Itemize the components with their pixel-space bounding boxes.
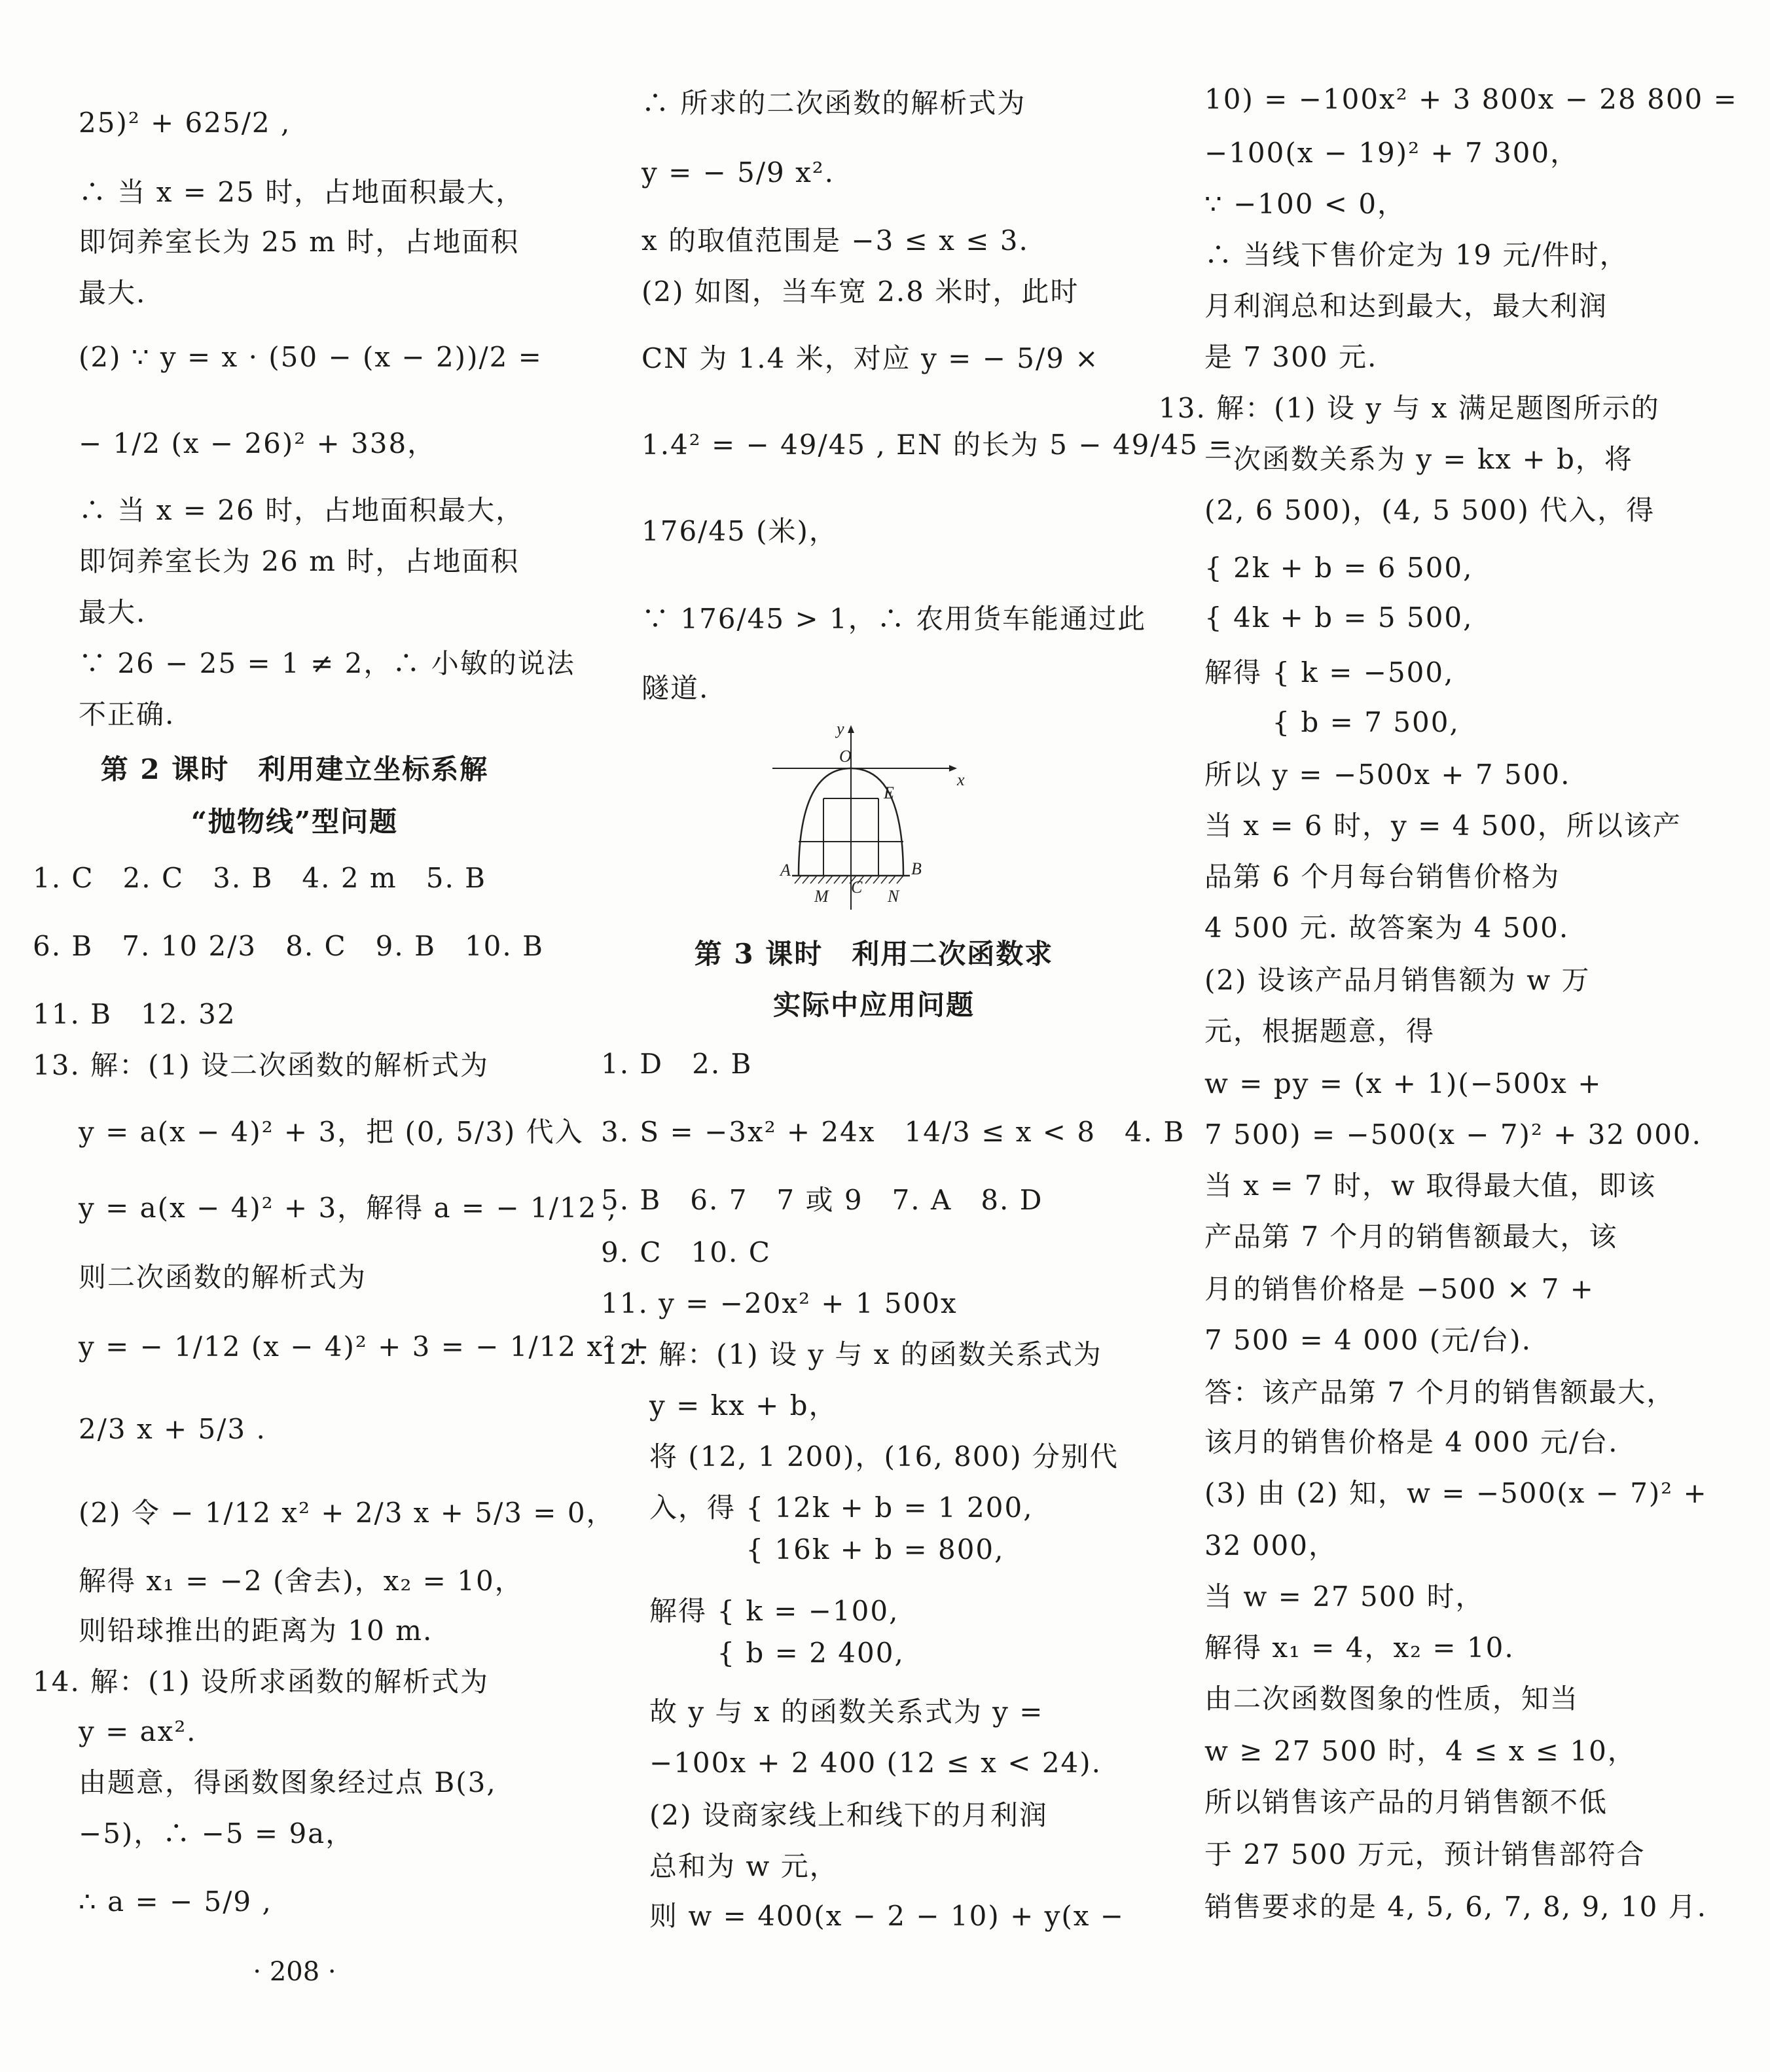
solution-line: 将 (12, 1 200)，(16, 800) 分别代 [649,1440,1119,1473]
solution-line: 14. 解：(1) 设所求函数的解析式为 [33,1666,489,1698]
solution-line: 由二次函数图象的性质，知当 [1204,1683,1580,1715]
solution-line: 销售要求的是 4, 5, 6, 7, 8, 9, 10 月. [1204,1891,1708,1923]
ground-hatching [795,876,903,884]
solution-line: −5)，∴ −5 = 9a， [79,1817,355,1849]
solution-line: (3) 由 (2) 知，w = −500(x − 7)² + [1204,1477,1708,1509]
text-line: 隧道. [641,672,710,704]
text-line: 不正确. [79,698,175,730]
solution-line: (2, 6 500)，(4, 5 500) 代入，得 [1204,494,1655,526]
text-line: −100(x − 19)² + 7 300， [1204,137,1580,169]
text-line: ∴ 当线下售价定为 19 元/件时， [1204,239,1629,271]
solution-line: y = kx + b， [649,1389,838,1421]
text-line: 1.4² = − 49/45 , EN 的长为 5 − 49/45 = [641,429,1233,461]
solution-line: 2/3 x + 5/3 . [79,1413,266,1445]
section-heading: 第 2 课时 利用建立坐标系解 [100,753,489,785]
solution-line: 4 500 元. 故答案为 4 500. [1204,912,1570,944]
text-line: 月利润总和达到最大，最大利润 [1204,290,1608,322]
label-n: N [888,887,899,906]
label-c: C [851,878,863,897]
solution-line: ∴ a = − 5/9 , [79,1885,272,1918]
solution-line: 所以销售该产品的月销售额不低 [1204,1786,1608,1818]
answer-line: 1. D 2. B [601,1048,753,1080]
answer-line: 6. B 7. 10 2/3 8. C 9. B 10. B [33,930,544,962]
label-y: y [837,720,844,738]
solution-line: { b = 2 400, [649,1637,905,1669]
text-line: 是 7 300 元. [1204,341,1378,373]
solution-line: { 4k + b = 5 500, [1204,601,1473,634]
answer-line: 11. y = −20x² + 1 500x [601,1287,958,1319]
text-line: (2) 如图，当车宽 2.8 米时，此时 [641,276,1079,308]
solution-line: 当 x = 6 时，y = 4 500，所以该产 [1204,810,1682,842]
text-line: 最大. [79,596,147,628]
solution-line: 则铅球推出的距离为 10 m. [79,1615,433,1647]
solution-line: w ≥ 27 500 时，4 ≤ x ≤ 10， [1204,1735,1636,1767]
solution-line: 总和为 w 元， [649,1850,839,1882]
page-number: · 208 · [253,1957,336,1987]
solution-line: 则 w = 400(x − 2 − 10) + y(x − [649,1900,1125,1932]
text-line: 25)² + 625/2 , [79,107,291,139]
text-line: 10) = −100x² + 3 800x − 28 800 = [1204,83,1738,115]
text-line: 最大. [79,277,147,309]
x-axis-arrow [949,765,957,772]
solution-line: 该月的销售价格是 4 000 元/台. [1204,1426,1619,1458]
solution-line: y = a(x − 4)² + 3，把 (0, 5/3) 代入 [79,1116,584,1148]
section-heading: 第 3 课时 利用二次函数求 [694,938,1054,970]
solution-line: 解得 x₁ = −2 (舍去)，x₂ = 10， [79,1565,524,1597]
solution-line: −100x + 2 400 (12 ≤ x < 24). [649,1747,1102,1779]
text-line: 176/45 (米)， [641,515,838,547]
text-line: CN 为 1.4 米，对应 y = − 5/9 × [641,342,1100,374]
text-line: (2) ∵ y = x · (50 − (x − 2))/2 = [79,341,543,373]
answer-line: 1. C 2. C 3. B 4. 2 m 5. B [33,862,487,894]
label-b: B [911,859,922,878]
text-line: ∵ 26 − 25 = 1 ≠ 2，∴ 小敏的说法 [79,647,575,679]
solution-line: w = py = (x + 1)(−500x + [1204,1067,1602,1099]
solution-line: 于 27 500 万元，预计销售部符合 [1204,1838,1646,1870]
label-a: A [780,861,791,880]
text-line: − 1/2 (x − 26)² + 338， [79,427,437,459]
label-x: x [957,770,965,789]
text-line: 即饲养室长为 25 m 时，占地面积 [79,226,520,258]
solution-line: 解得 { k = −100, [649,1595,899,1627]
solution-line: y = ax². [79,1715,197,1747]
label-e: E [884,783,894,802]
solution-line: 所以 y = −500x + 7 500. [1204,759,1571,791]
answer-line: 11. B 12. 32 [33,998,236,1030]
text-line: x 的取值范围是 −3 ≤ x ≤ 3. [641,224,1029,257]
solution-line: { 16k + b = 800, [649,1533,1005,1565]
text-line: ∴ 当 x = 25 时，占地面积最大， [79,176,525,208]
solution-line: 品第 6 个月每台销售价格为 [1204,861,1561,893]
solution-line: 则二次函数的解析式为 [79,1261,367,1293]
solution-line: 当 x = 7 时，w 取得最大值，即该 [1204,1170,1657,1202]
solution-line: 产品第 7 个月的销售额最大，该 [1204,1221,1618,1253]
answer-line: 3. S = −3x² + 24x 14/3 ≤ x < 8 4. B [601,1116,1185,1148]
solution-line: 7 500 = 4 000 (元/台). [1204,1324,1532,1356]
text-line: ∵ −100 < 0， [1204,188,1407,220]
text-line: ∴ 所求的二次函数的解析式为 [641,87,1026,119]
solution-line: 故 y 与 x 的函数关系式为 y = [649,1696,1044,1728]
solution-line: 13. 解：(1) 设二次函数的解析式为 [33,1049,489,1081]
solution-line: 32 000， [1204,1529,1337,1562]
solution-line: 答：该产品第 7 个月的销售额最大， [1204,1376,1676,1408]
solution-line: { b = 7 500, [1204,706,1460,738]
solution-line: 由题意，得函数图象经过点 B(3, [79,1766,497,1798]
text-line: y = − 5/9 x². [641,156,835,188]
answer-line: 5. B 6. 7 7 或 9 7. A 8. D [601,1184,1043,1216]
text-line: ∵ 176/45 > 1，∴ 农用货车能通过此 [641,603,1147,635]
solution-line: 12. 解：(1) 设 y 与 x 的函数关系式为 [601,1338,1102,1370]
section-heading: 实际中应用问题 [772,989,975,1021]
solution-line: 解得 { k = −500, [1204,656,1454,688]
solution-line: 元，根据题意，得 [1204,1015,1436,1047]
solution-line: { 2k + b = 6 500, [1204,552,1473,584]
solution-line: 13. 解：(1) 设 y 与 x 满足题图所示的 [1159,392,1660,424]
label-o: O [839,747,852,766]
text-line: ∴ 当 x = 26 时，占地面积最大， [79,494,525,526]
section-heading: “抛物线”型问题 [190,806,399,838]
text-line: 即饲养室长为 26 m 时，占地面积 [79,545,520,577]
answer-line: 9. C 10. C [601,1236,771,1268]
solution-line: 当 w = 27 500 时， [1204,1581,1485,1613]
solution-line: (2) 设商家线上和线下的月利润 [649,1799,1048,1831]
y-axis-arrow [848,725,854,733]
solution-line: y = − 1/12 (x − 4)² + 3 = − 1/12 x² + [79,1331,651,1363]
tunnel-parabola-figure [766,720,975,916]
solution-line: 一次函数关系为 y = kx + b，将 [1204,443,1633,475]
label-m: M [814,887,829,906]
solution-line: 入，得 { 12k + b = 1 200, [649,1491,1034,1524]
solution-line: y = a(x − 4)² + 3，解得 a = − 1/12 , [79,1192,618,1224]
solution-line: (2) 设该产品月销售额为 w 万 [1204,964,1591,996]
solution-line: (2) 令 − 1/12 x² + 2/3 x + 5/3 = 0， [79,1497,615,1529]
solution-line: 月的销售价格是 −500 × 7 + [1204,1273,1595,1305]
solution-line: 解得 x₁ = 4，x₂ = 10. [1204,1632,1515,1664]
solution-line: 7 500) = −500(x − 7)² + 32 000. [1204,1118,1702,1151]
